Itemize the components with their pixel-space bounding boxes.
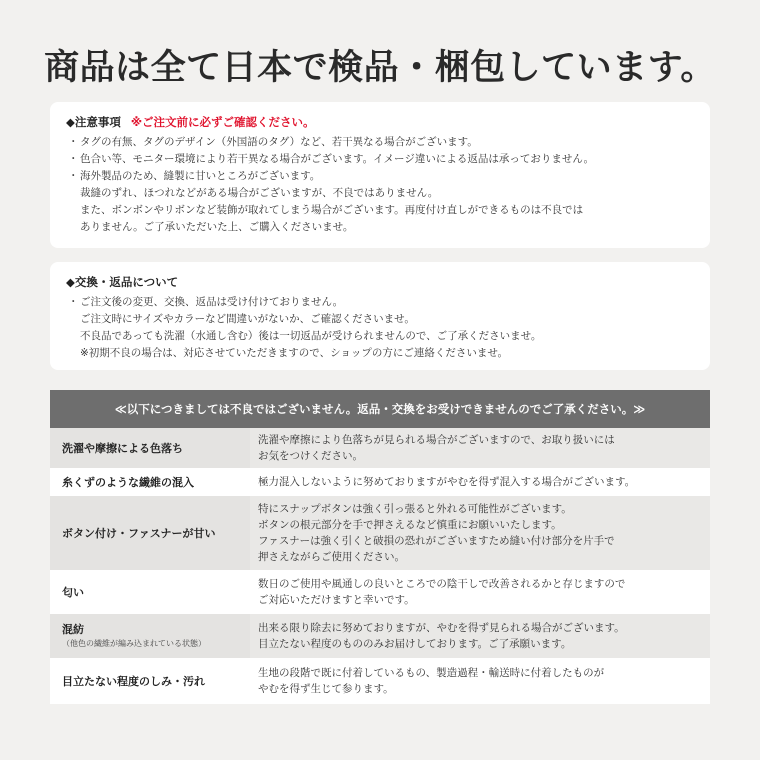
notice-item-line: 色合い等、モニター環境により若干異なる場合がございます。イメージ違いによる返品は承っておりません。 [80, 153, 594, 165]
row-desc-line: ファスナーは強く引くと破損の恐れがございますため縫い付け部分を片手で [258, 535, 615, 547]
exchange-list [66, 294, 694, 362]
row-label-cell [50, 496, 250, 570]
row-desc-cell [250, 570, 710, 614]
page-headline: 商品は全て日本で検品・梱包しています。 [44, 48, 716, 88]
row-label: 混紡 [62, 623, 84, 636]
row-desc-cell [250, 468, 710, 496]
notice-item [66, 134, 694, 151]
row-desc-line: ボタンの根元部分を手で押さえるなど慎重にお願いいたします。 [258, 519, 562, 531]
exchange-card [50, 262, 710, 370]
exchange-item-line: ご注文後の変更、交換、返品は受け付けておりません。 [80, 296, 344, 308]
table-row [50, 496, 710, 570]
row-desc-line: ご対応いただけますと幸いです。 [258, 594, 415, 606]
row-label: 匂い [62, 585, 84, 599]
table-header: ≪以下につきましては不良ではございません。返品・交換をお受けできませんのでご了承ください。≫ [50, 390, 710, 428]
notice-warning: ※ご注文前に必ずご確認ください。 [130, 115, 315, 129]
table-row [50, 614, 710, 658]
row-desc-line: 目立たない程度のもののみお届けしております。ご了承願います。 [258, 638, 572, 650]
row-desc-line: 特にスナップボタンは強く引っ張ると外れる可能性がございます。 [258, 503, 572, 515]
row-desc-line: お気をつけください。 [258, 450, 363, 462]
exchange-title: ◆交換・返品について [66, 275, 179, 289]
bullet: ・ [68, 170, 79, 182]
row-label: 目立たない程度のしみ・汚れ [62, 674, 205, 688]
table-row [50, 658, 710, 704]
table-row [50, 570, 710, 614]
row-desc-cell [250, 496, 710, 570]
row-desc-line: 生地の段階で既に付着しているもの、製造過程・輸送時に付着したものが [258, 667, 605, 679]
row-desc-line: 極力混入しないように努めておりますがやむを得ず混入する場合がございます。 [258, 476, 636, 488]
row-desc-line: やむを得ず生じて参ります。 [258, 683, 394, 695]
notice-item-line: 裁縫のずれ、ほつれなどがある場合がございますが、不良ではありません。 [80, 187, 439, 199]
row-label-cell [50, 614, 250, 658]
bullet: ・ [68, 136, 79, 148]
exchange-item-line: ※初期不良の場合は、対応させていただきますので、ショップの方にご連絡くださいませ。 [80, 347, 509, 359]
row-label-cell [50, 570, 250, 614]
row-desc-line: 数日のご使用や風通しの良いところでの陰干しで改善されるかと存じますので [258, 578, 626, 590]
notice-list [66, 134, 694, 236]
row-label-cell [50, 658, 250, 704]
notice-item-line: 海外製品のため、縫製に甘いところがございます。 [80, 170, 321, 182]
notice-item [66, 168, 694, 236]
notice-item-line: タグの有無、タグのデザイン（外国語のタグ）など、若干異なる場合がございます。 [80, 136, 478, 148]
row-label-cell [50, 468, 250, 496]
exchange-item-line: ご注文時にサイズやカラーなど間違いがないか、ご確認くださいませ。 [80, 313, 415, 325]
notice-item-line: また、ボンボンやリボンなど装飾が取れてしまう場合がございます。再度付け直しができるものは不良では [80, 204, 584, 216]
table-row [50, 468, 710, 496]
non-defect-table [50, 390, 710, 704]
row-desc-line: 押さえながらご使用ください。 [258, 551, 405, 563]
table-row [50, 428, 710, 468]
notice-title-row [66, 113, 694, 132]
row-desc-cell [250, 658, 710, 704]
row-label: 糸くずのような繊維の混入 [62, 475, 194, 489]
row-desc-line: 出来る限り除去に努めておりますが、やむを得ず見られる場合がございます。 [258, 622, 625, 634]
notice-item-line: ありません。ご了承いただいた上、ご購入くださいませ。 [80, 221, 354, 233]
row-desc-line: 洗濯や摩擦により色落ちが見られる場合がございますので、お取り扱いには [258, 434, 615, 446]
notice-title: ◆注意事項 [66, 115, 121, 129]
bullet: ・ [68, 296, 79, 308]
row-label-note: （他色の繊維が編み込まれている状態） [62, 639, 206, 648]
bullet: ・ [68, 153, 79, 165]
row-label: ボタン付け・ファスナーが甘い [62, 526, 216, 540]
exchange-item [66, 294, 694, 362]
notice-card [50, 102, 710, 248]
row-desc-cell [250, 614, 710, 658]
exchange-item-line: 不良品であっても洗濯（水通し含む）後は一切返品が受けられませんので、ご了承くださいませ。 [80, 330, 542, 342]
row-desc-cell [250, 428, 710, 468]
row-label: 洗濯や摩擦による色落ち [62, 441, 183, 455]
notice-item [66, 151, 694, 168]
row-label-cell [50, 428, 250, 468]
